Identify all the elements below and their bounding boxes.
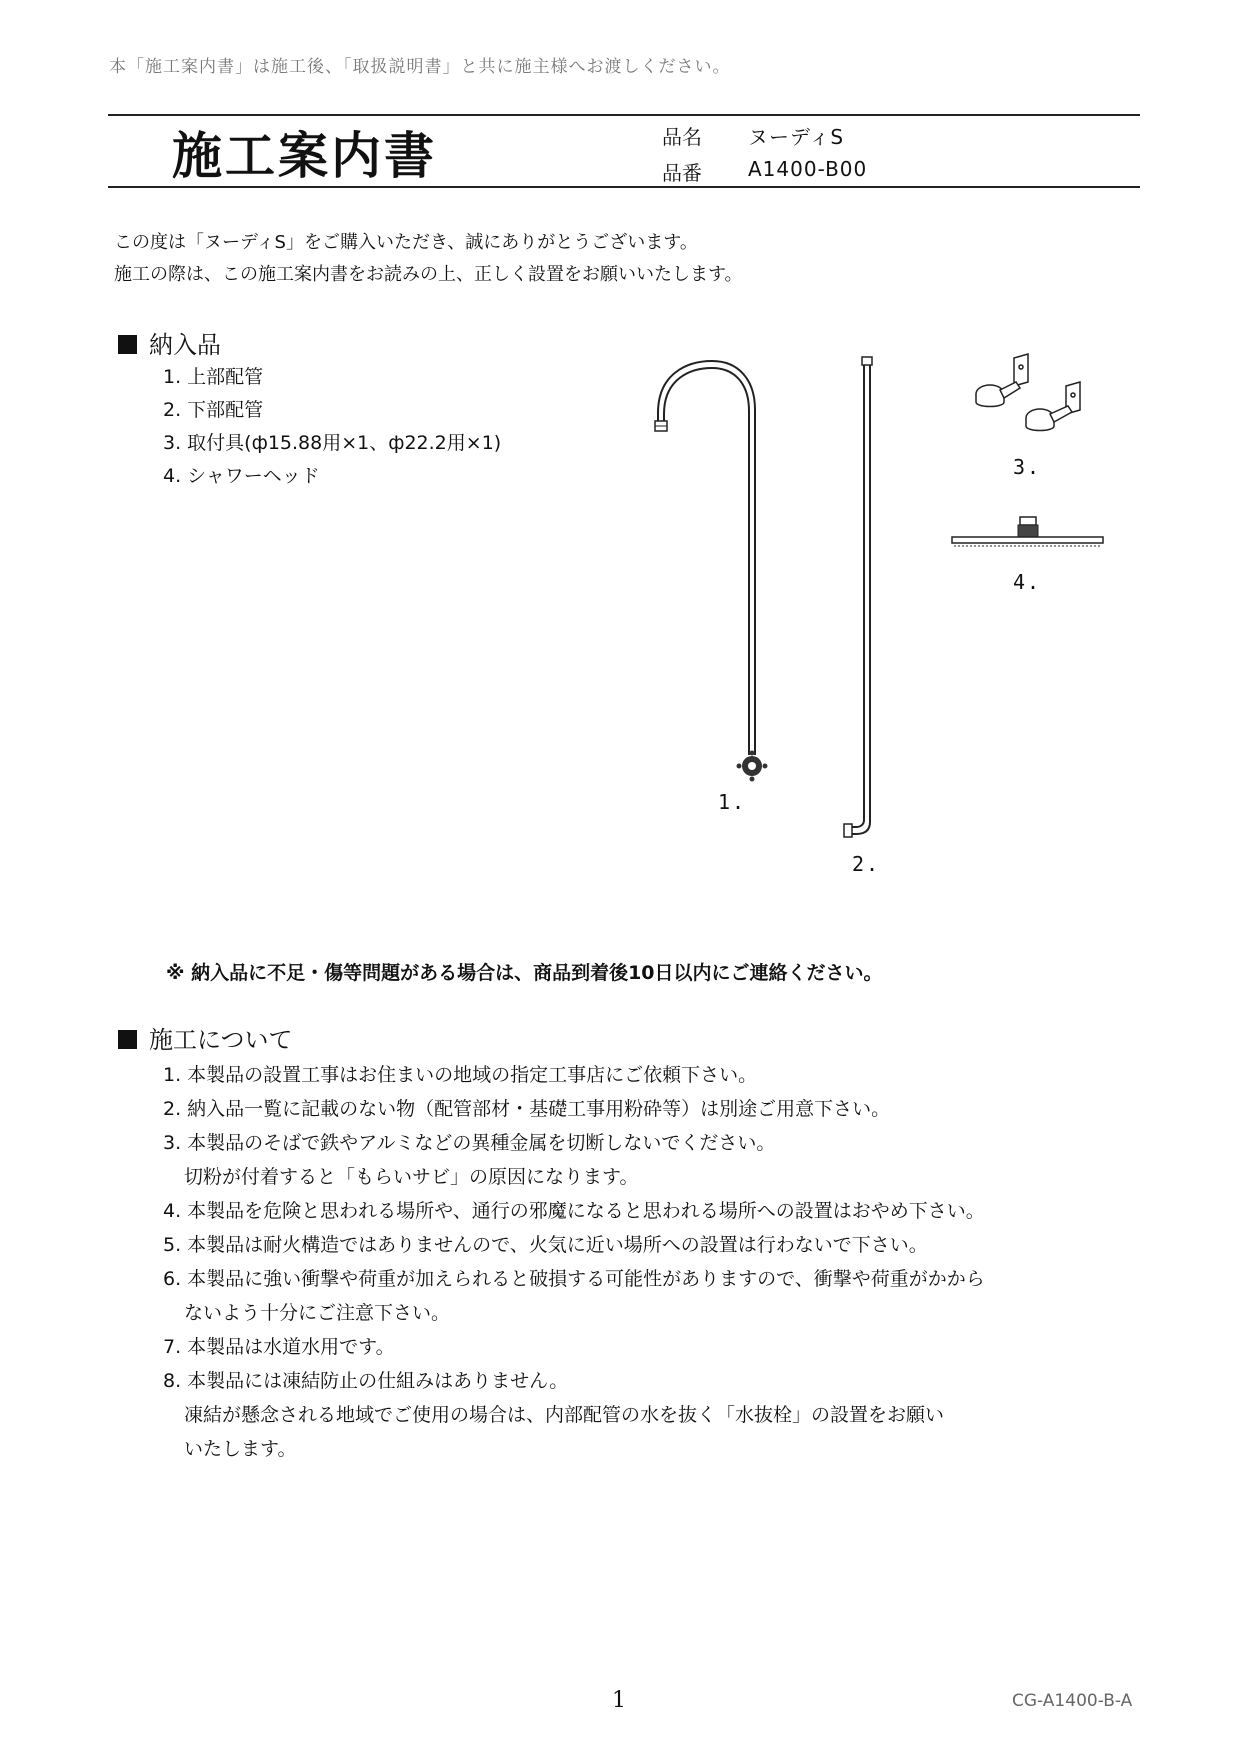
installation-line-2: 2. 納入品一覧に記載のない物（配管部材・基礎工事用粉砕等）は別途ご用意下さい。 [163,1098,891,1120]
figure-label-2: 2. [852,852,881,876]
installation-line-5: 5. 本製品は耐火構造ではありませんので、火気に近い場所への設置は行わないで下さい。 [163,1234,928,1256]
product-number-label: 品番 [662,161,702,185]
installation-line-8-cont-2: いたします。 [184,1438,297,1460]
installation-line-4: 4. 本製品を危険と思われる場所や、通行の邪魔になると思われる場所への設置はおやめ下さい。 [163,1200,985,1222]
installation-line-7: 7. 本製品は水道水用です。 [163,1336,395,1358]
contents-item-4: 4. シャワーヘッド [163,465,320,487]
installation-line-8-cont: 凍結が懸念される地域でご使用の場合は、内部配管の水を抜く「水抜栓」の設置をお願い [184,1404,945,1426]
square-bullet-icon [118,335,137,354]
contents-item-1: 1. 上部配管 [163,366,264,388]
installation-heading [118,1020,293,1055]
document-code: CG-A1400-B-A [1012,1691,1133,1711]
contents-item-3: 3. 取付具(ф15.88用×1、ф22.2用×1) [163,432,502,454]
lower-pipe-illustration [840,355,880,850]
delivery-notice: ※ 納入品に不足・傷等問題がある場合は、商品到着後10日以内にご連絡ください。 [166,962,883,984]
document-title: 施工案内書 [172,127,437,185]
product-number: A1400-B00 [748,157,868,181]
installation-line-6-cont: ないよう十分にご注意下さい。 [184,1302,451,1324]
installation-line-3-cont: 切粉が付着すると「もらいサビ」の原因になります。 [184,1166,639,1188]
mounting-brackets-illustration [970,352,1095,437]
figure-label-1: 1. [718,790,747,814]
contents-item-2: 2. 下部配管 [163,399,264,421]
installation-line-1: 1. 本製品の設置工事はお住まいの地域の指定工事店にご依頼下さい。 [163,1064,758,1086]
installation-line-8: 8. 本製品には凍結防止の仕組みはありません。 [163,1370,569,1392]
figure-label-4: 4. [1013,570,1042,594]
upper-pipe-illustration [640,355,770,785]
intro-line-1: この度は「ヌーディS」をご購入いただき、誠にありがとうございます。 [114,232,698,253]
header-bottom-rule [108,186,1140,188]
installation-heading-text: 施工について [149,1026,293,1054]
product-name: ヌーディS [748,125,845,149]
product-name-label: 品名 [662,125,702,149]
page-number: 1 [612,1688,626,1713]
intro-line-2: 施工の際は、この施工案内書をお読みの上、正しく設置をお願いいたします。 [114,264,743,285]
square-bullet-icon [118,1030,137,1049]
contents-heading [118,325,221,360]
installation-line-6: 6. 本製品に強い衝撃や荷重が加えられると破損する可能性がありますので、衝撃や荷重がかから [163,1268,985,1290]
contents-heading-text: 納入品 [149,331,221,359]
installation-line-3: 3. 本製品のそばで鉄やアルミなどの異種金属を切断しないでください。 [163,1132,776,1154]
figure-label-3: 3. [1013,455,1042,479]
top-note: 本「施工案内書」は施工後、「取扱説明書」と共に施主様へお渡しください。 [109,57,731,77]
shower-head-illustration [950,515,1105,555]
